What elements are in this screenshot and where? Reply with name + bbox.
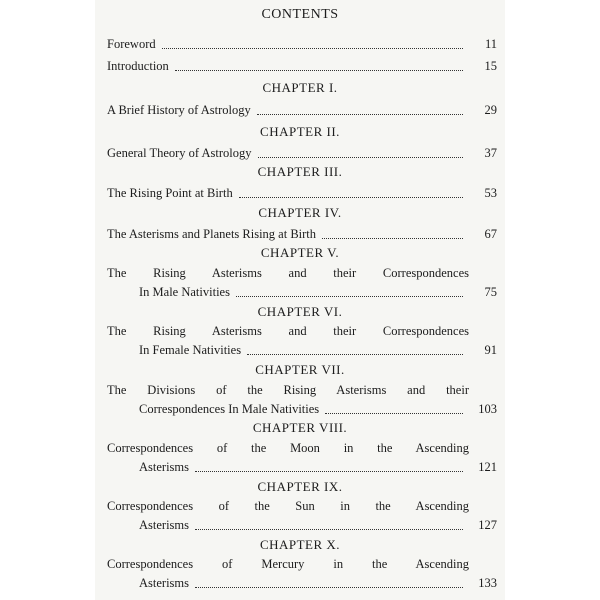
- entry-label: Introduction: [107, 59, 169, 73]
- leader-dots: [195, 529, 463, 530]
- book-page: [95, 0, 505, 600]
- chapter-heading-7: CHAPTER VII.: [255, 362, 345, 377]
- entry-page-number: 37: [484, 146, 497, 160]
- toc-entry-chapter-9[interactable]: [139, 517, 497, 533]
- chapter-heading-3: CHAPTER III.: [257, 164, 343, 179]
- entry-page-number: 75: [484, 285, 497, 299]
- entry-page-number: 53: [484, 186, 497, 200]
- entry-label: Asterisms: [139, 460, 189, 474]
- toc-entry-chapter-7[interactable]: [139, 401, 497, 417]
- leader-dots: [322, 238, 463, 239]
- entry-label: Asterisms: [139, 576, 189, 590]
- leader-dots: [195, 471, 463, 472]
- page-title: CONTENTS: [261, 7, 339, 22]
- leader-dots: [195, 587, 463, 588]
- entry-label: In Male Nativities: [139, 285, 230, 299]
- toc-entry-chapter-5[interactable]: [139, 284, 497, 300]
- toc-entry-chapter-6-line1[interactable]: The Rising Asterisms and their Correspondences: [107, 324, 469, 338]
- chapter-heading-10: CHAPTER X.: [259, 537, 341, 552]
- entry-page-number: 15: [484, 59, 497, 73]
- entry-page-number: 133: [478, 576, 497, 590]
- toc-entry-chapter-8[interactable]: [139, 459, 497, 475]
- leader-dots: [239, 197, 463, 198]
- entry-label: In Female Nativities: [139, 343, 242, 357]
- chapter-heading-1: CHAPTER I.: [262, 80, 338, 95]
- leader-dots: [162, 48, 463, 49]
- entry-label: The Asterisms and Planets Rising at Birth: [107, 227, 317, 241]
- chapter-heading-4: CHAPTER IV.: [258, 205, 342, 220]
- chapter-heading-5: CHAPTER V.: [260, 245, 340, 260]
- toc-entry-introduction[interactable]: [107, 58, 497, 74]
- entry-label: General Theory of Astrology: [107, 146, 252, 160]
- entry-page-number: 121: [478, 460, 497, 474]
- entry-page-number: 11: [484, 37, 497, 51]
- toc-entry-chapter-4[interactable]: [107, 226, 497, 242]
- toc-entry-chapter-8-line1[interactable]: Correspondences of the Moon in the Ascending: [107, 441, 469, 455]
- leader-dots: [325, 413, 463, 414]
- chapter-heading-2: CHAPTER II.: [260, 124, 340, 139]
- entry-label: Foreword: [107, 37, 156, 51]
- leader-dots: [258, 157, 463, 158]
- entry-page-number: 29: [484, 103, 497, 117]
- leader-dots: [257, 114, 463, 115]
- toc-entry-chapter-10-line1[interactable]: Correspondences of Mercury in the Ascending: [107, 557, 469, 571]
- toc-entry-chapter-7-line1[interactable]: The Divisions of the Rising Asterisms and their: [107, 383, 469, 397]
- toc-entry-chapter-1[interactable]: [107, 102, 497, 118]
- entry-label: Correspondences In Male Nativities: [139, 402, 320, 416]
- entry-page-number: 127: [478, 518, 497, 532]
- toc-entry-chapter-2[interactable]: [107, 145, 497, 161]
- entry-label: A Brief History of Astrology: [107, 103, 251, 117]
- toc-entry-foreword[interactable]: [107, 36, 497, 52]
- toc-entry-chapter-9-line1[interactable]: Correspondences of the Sun in the Ascending: [107, 499, 469, 513]
- leader-dots: [247, 354, 463, 355]
- leader-dots: [236, 296, 463, 297]
- entry-page-number: 91: [484, 343, 497, 357]
- entry-page-number: 103: [478, 402, 497, 416]
- toc-entry-chapter-10[interactable]: [139, 575, 497, 591]
- chapter-heading-9: CHAPTER IX.: [257, 479, 343, 494]
- toc-entry-chapter-6[interactable]: [139, 342, 497, 358]
- entry-label: The Rising Point at Birth: [107, 186, 233, 200]
- chapter-heading-6: CHAPTER VI.: [257, 304, 343, 319]
- toc-entry-chapter-3[interactable]: [107, 185, 497, 201]
- entry-label: Asterisms: [139, 518, 189, 532]
- leader-dots: [175, 70, 463, 71]
- toc-entry-chapter-5-line1[interactable]: The Rising Asterisms and their Correspondences: [107, 266, 469, 280]
- chapter-heading-8: CHAPTER VIII.: [252, 420, 348, 435]
- entry-page-number: 67: [484, 227, 497, 241]
